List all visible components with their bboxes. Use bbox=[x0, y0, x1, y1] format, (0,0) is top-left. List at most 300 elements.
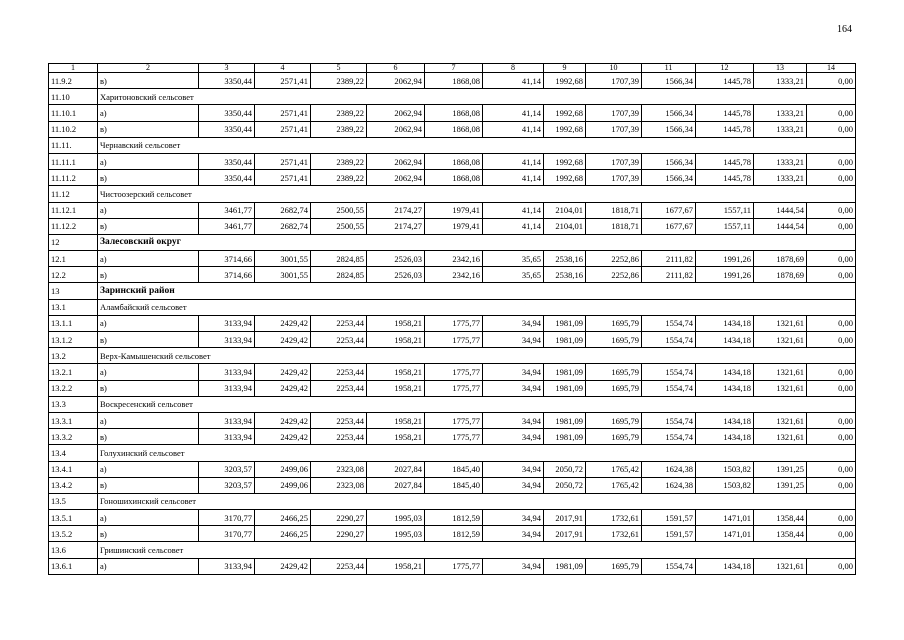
value-cell: 1995,03 bbox=[367, 526, 425, 542]
value-cell: 2682,74 bbox=[255, 202, 311, 218]
value-cell: 2253,44 bbox=[311, 332, 367, 348]
table-row bbox=[49, 412, 856, 428]
value-cell: 1566,34 bbox=[642, 73, 696, 89]
value-cell: 1358,44 bbox=[754, 526, 807, 542]
section-title: Чистоозерский сельсовет bbox=[98, 186, 856, 202]
value-cell: 0,00 bbox=[807, 121, 856, 137]
value-cell: 2571,41 bbox=[255, 170, 311, 186]
value-cell: 1707,39 bbox=[586, 105, 642, 121]
value-cell: 1434,18 bbox=[696, 364, 754, 380]
value-cell: 2466,25 bbox=[255, 510, 311, 526]
value-cell: 1992,68 bbox=[544, 153, 586, 169]
value-cell: 1958,21 bbox=[367, 558, 425, 574]
value-cell: 2253,44 bbox=[311, 364, 367, 380]
row-code: 11.12.1 bbox=[49, 202, 98, 218]
value-cell: 0,00 bbox=[807, 380, 856, 396]
value-cell: 2062,94 bbox=[367, 170, 425, 186]
row-code: 13.6.1 bbox=[49, 558, 98, 574]
value-cell: 2062,94 bbox=[367, 73, 425, 89]
value-cell: 1695,79 bbox=[586, 364, 642, 380]
column-number: 5 bbox=[311, 64, 367, 73]
value-cell: 2538,16 bbox=[544, 267, 586, 283]
section-title: Заринский район bbox=[98, 283, 856, 299]
row-label: а) bbox=[98, 202, 199, 218]
value-cell: 2104,01 bbox=[544, 218, 586, 234]
section-row bbox=[49, 542, 856, 558]
value-cell: 1992,68 bbox=[544, 121, 586, 137]
table-row bbox=[49, 105, 856, 121]
value-cell: 0,00 bbox=[807, 364, 856, 380]
value-cell: 1979,41 bbox=[425, 202, 483, 218]
value-cell: 3133,94 bbox=[199, 364, 255, 380]
value-cell: 1991,26 bbox=[696, 267, 754, 283]
value-cell: 1445,78 bbox=[696, 105, 754, 121]
value-cell: 3714,66 bbox=[199, 267, 255, 283]
value-cell: 2389,22 bbox=[311, 105, 367, 121]
value-cell: 1695,79 bbox=[586, 332, 642, 348]
value-cell: 41,14 bbox=[483, 153, 544, 169]
value-cell: 1321,61 bbox=[754, 315, 807, 331]
value-cell: 41,14 bbox=[483, 218, 544, 234]
value-cell: 1868,08 bbox=[425, 153, 483, 169]
row-code: 11.11. bbox=[49, 137, 98, 153]
row-label: а) bbox=[98, 558, 199, 574]
value-cell: 2499,06 bbox=[255, 477, 311, 493]
value-cell: 1958,21 bbox=[367, 429, 425, 445]
table-row bbox=[49, 526, 856, 542]
value-cell: 2174,27 bbox=[367, 218, 425, 234]
value-cell: 1695,79 bbox=[586, 380, 642, 396]
section-row bbox=[49, 283, 856, 299]
value-cell: 2526,03 bbox=[367, 267, 425, 283]
value-cell: 1677,67 bbox=[642, 218, 696, 234]
value-cell: 2571,41 bbox=[255, 153, 311, 169]
value-cell: 0,00 bbox=[807, 105, 856, 121]
value-cell: 1554,74 bbox=[642, 429, 696, 445]
table-row bbox=[49, 510, 856, 526]
value-cell: 1554,74 bbox=[642, 412, 696, 428]
value-cell: 0,00 bbox=[807, 267, 856, 283]
column-number: 8 bbox=[483, 64, 544, 73]
row-label: а) bbox=[98, 251, 199, 267]
value-cell: 1981,09 bbox=[544, 380, 586, 396]
value-cell: 2466,25 bbox=[255, 526, 311, 542]
section-row bbox=[49, 396, 856, 412]
value-cell: 2323,08 bbox=[311, 461, 367, 477]
column-number: 6 bbox=[367, 64, 425, 73]
row-label: а) bbox=[98, 153, 199, 169]
value-cell: 1557,11 bbox=[696, 218, 754, 234]
row-label: в) bbox=[98, 218, 199, 234]
value-cell: 2017,91 bbox=[544, 526, 586, 542]
value-cell: 1471,01 bbox=[696, 510, 754, 526]
value-cell: 1765,42 bbox=[586, 461, 642, 477]
column-number-row bbox=[49, 64, 856, 73]
row-label: а) bbox=[98, 461, 199, 477]
value-cell: 2571,41 bbox=[255, 105, 311, 121]
value-cell: 3461,77 bbox=[199, 218, 255, 234]
value-cell: 34,94 bbox=[483, 315, 544, 331]
value-cell: 1992,68 bbox=[544, 170, 586, 186]
value-cell: 1707,39 bbox=[586, 170, 642, 186]
value-cell: 3001,55 bbox=[255, 251, 311, 267]
value-cell: 1333,21 bbox=[754, 105, 807, 121]
value-cell: 0,00 bbox=[807, 202, 856, 218]
value-cell: 1707,39 bbox=[586, 73, 642, 89]
column-number: 13 bbox=[754, 64, 807, 73]
value-cell: 1868,08 bbox=[425, 170, 483, 186]
value-cell: 2253,44 bbox=[311, 380, 367, 396]
value-cell: 1445,78 bbox=[696, 121, 754, 137]
row-label: в) bbox=[98, 526, 199, 542]
value-cell: 1992,68 bbox=[544, 105, 586, 121]
value-cell: 3170,77 bbox=[199, 526, 255, 542]
value-cell: 2682,74 bbox=[255, 218, 311, 234]
value-cell: 2342,16 bbox=[425, 251, 483, 267]
value-cell: 35,65 bbox=[483, 267, 544, 283]
value-cell: 1333,21 bbox=[754, 121, 807, 137]
value-cell: 1775,77 bbox=[425, 429, 483, 445]
value-cell: 1707,39 bbox=[586, 153, 642, 169]
value-cell: 41,14 bbox=[483, 121, 544, 137]
value-cell: 1321,61 bbox=[754, 558, 807, 574]
value-cell: 2571,41 bbox=[255, 121, 311, 137]
value-cell: 34,94 bbox=[483, 429, 544, 445]
value-cell: 0,00 bbox=[807, 510, 856, 526]
value-cell: 1554,74 bbox=[642, 364, 696, 380]
section-title: Харитоновский сельсовет bbox=[98, 89, 856, 105]
row-label: в) bbox=[98, 477, 199, 493]
value-cell: 3133,94 bbox=[199, 315, 255, 331]
table-row bbox=[49, 218, 856, 234]
value-cell: 2824,85 bbox=[311, 267, 367, 283]
value-cell: 3170,77 bbox=[199, 510, 255, 526]
row-label: в) bbox=[98, 380, 199, 396]
table-row bbox=[49, 429, 856, 445]
value-cell: 2252,86 bbox=[586, 267, 642, 283]
row-code: 13.6 bbox=[49, 542, 98, 558]
value-cell: 1992,68 bbox=[544, 73, 586, 89]
value-cell: 1624,38 bbox=[642, 461, 696, 477]
value-cell: 1775,77 bbox=[425, 364, 483, 380]
column-number: 14 bbox=[807, 64, 856, 73]
value-cell: 1434,18 bbox=[696, 412, 754, 428]
value-cell: 0,00 bbox=[807, 412, 856, 428]
value-cell: 2571,41 bbox=[255, 73, 311, 89]
value-cell: 2290,27 bbox=[311, 510, 367, 526]
value-cell: 2342,16 bbox=[425, 267, 483, 283]
value-cell: 0,00 bbox=[807, 153, 856, 169]
section-title: Залесовский округ bbox=[98, 234, 856, 250]
value-cell: 34,94 bbox=[483, 412, 544, 428]
table-row bbox=[49, 315, 856, 331]
value-cell: 1677,67 bbox=[642, 202, 696, 218]
value-cell: 2500,55 bbox=[311, 218, 367, 234]
value-cell: 1707,39 bbox=[586, 121, 642, 137]
column-number: 4 bbox=[255, 64, 311, 73]
row-code: 11.10 bbox=[49, 89, 98, 105]
value-cell: 34,94 bbox=[483, 558, 544, 574]
value-cell: 2500,55 bbox=[311, 202, 367, 218]
value-cell: 1503,82 bbox=[696, 461, 754, 477]
table-row bbox=[49, 332, 856, 348]
value-cell: 1554,74 bbox=[642, 558, 696, 574]
value-cell: 1981,09 bbox=[544, 558, 586, 574]
section-title: Чернавский сельсовет bbox=[98, 137, 856, 153]
column-number: 11 bbox=[642, 64, 696, 73]
row-label: а) bbox=[98, 364, 199, 380]
value-cell: 0,00 bbox=[807, 526, 856, 542]
value-cell: 1554,74 bbox=[642, 332, 696, 348]
row-code: 11.12 bbox=[49, 186, 98, 202]
value-cell: 34,94 bbox=[483, 380, 544, 396]
value-cell: 1775,77 bbox=[425, 558, 483, 574]
value-cell: 1321,61 bbox=[754, 380, 807, 396]
value-cell: 1958,21 bbox=[367, 380, 425, 396]
value-cell: 1566,34 bbox=[642, 121, 696, 137]
value-cell: 2323,08 bbox=[311, 477, 367, 493]
value-cell: 1979,41 bbox=[425, 218, 483, 234]
table-row bbox=[49, 251, 856, 267]
value-cell: 3350,44 bbox=[199, 153, 255, 169]
value-cell: 1333,21 bbox=[754, 153, 807, 169]
value-cell: 2526,03 bbox=[367, 251, 425, 267]
row-code: 11.12.2 bbox=[49, 218, 98, 234]
value-cell: 1775,77 bbox=[425, 412, 483, 428]
table-row bbox=[49, 380, 856, 396]
value-cell: 35,65 bbox=[483, 251, 544, 267]
row-code: 13 bbox=[49, 283, 98, 299]
value-cell: 1878,69 bbox=[754, 251, 807, 267]
value-cell: 2389,22 bbox=[311, 153, 367, 169]
row-code: 11.10.2 bbox=[49, 121, 98, 137]
value-cell: 34,94 bbox=[483, 461, 544, 477]
value-cell: 34,94 bbox=[483, 477, 544, 493]
column-number: 9 bbox=[544, 64, 586, 73]
value-cell: 2389,22 bbox=[311, 170, 367, 186]
value-cell: 41,14 bbox=[483, 73, 544, 89]
value-cell: 3133,94 bbox=[199, 412, 255, 428]
value-cell: 1981,09 bbox=[544, 429, 586, 445]
value-cell: 2111,82 bbox=[642, 251, 696, 267]
row-code: 11.10.1 bbox=[49, 105, 98, 121]
value-cell: 2538,16 bbox=[544, 251, 586, 267]
row-code: 11.9.2 bbox=[49, 73, 98, 89]
value-cell: 41,14 bbox=[483, 202, 544, 218]
value-cell: 1333,21 bbox=[754, 170, 807, 186]
value-cell: 0,00 bbox=[807, 73, 856, 89]
value-cell: 1981,09 bbox=[544, 412, 586, 428]
section-row bbox=[49, 348, 856, 364]
value-cell: 2050,72 bbox=[544, 461, 586, 477]
value-cell: 2050,72 bbox=[544, 477, 586, 493]
column-number: 10 bbox=[586, 64, 642, 73]
value-cell: 0,00 bbox=[807, 251, 856, 267]
section-row bbox=[49, 493, 856, 509]
value-cell: 2429,42 bbox=[255, 332, 311, 348]
row-code: 13.2 bbox=[49, 348, 98, 364]
column-number: 2 bbox=[98, 64, 199, 73]
value-cell: 0,00 bbox=[807, 429, 856, 445]
value-cell: 3133,94 bbox=[199, 558, 255, 574]
value-cell: 2429,42 bbox=[255, 364, 311, 380]
value-cell: 1554,74 bbox=[642, 315, 696, 331]
row-label: в) bbox=[98, 170, 199, 186]
value-cell: 1434,18 bbox=[696, 380, 754, 396]
value-cell: 1958,21 bbox=[367, 364, 425, 380]
value-cell: 1444,54 bbox=[754, 218, 807, 234]
column-number: 12 bbox=[696, 64, 754, 73]
value-cell: 2253,44 bbox=[311, 558, 367, 574]
row-code: 13.5.1 bbox=[49, 510, 98, 526]
value-cell: 1591,57 bbox=[642, 510, 696, 526]
value-cell: 2111,82 bbox=[642, 267, 696, 283]
section-title: Аламбайский сельсовет bbox=[98, 299, 856, 315]
value-cell: 2027,84 bbox=[367, 477, 425, 493]
value-cell: 3350,44 bbox=[199, 170, 255, 186]
value-cell: 2429,42 bbox=[255, 429, 311, 445]
row-code: 13.5 bbox=[49, 493, 98, 509]
row-code: 13.3.1 bbox=[49, 412, 98, 428]
table-row bbox=[49, 121, 856, 137]
value-cell: 2499,06 bbox=[255, 461, 311, 477]
column-number: 7 bbox=[425, 64, 483, 73]
table-row bbox=[49, 364, 856, 380]
page-number: 164 bbox=[837, 24, 852, 35]
value-cell: 0,00 bbox=[807, 315, 856, 331]
table-row bbox=[49, 267, 856, 283]
section-row bbox=[49, 137, 856, 153]
value-cell: 3133,94 bbox=[199, 332, 255, 348]
value-cell: 1471,01 bbox=[696, 526, 754, 542]
column-number: 3 bbox=[199, 64, 255, 73]
value-cell: 1981,09 bbox=[544, 332, 586, 348]
row-code: 13.1.2 bbox=[49, 332, 98, 348]
value-cell: 2104,01 bbox=[544, 202, 586, 218]
table-row bbox=[49, 170, 856, 186]
section-title: Воскресенский сельсовет bbox=[98, 396, 856, 412]
value-cell: 1868,08 bbox=[425, 121, 483, 137]
value-cell: 1434,18 bbox=[696, 429, 754, 445]
value-cell: 34,94 bbox=[483, 332, 544, 348]
value-cell: 3350,44 bbox=[199, 121, 255, 137]
value-cell: 2429,42 bbox=[255, 558, 311, 574]
table-row bbox=[49, 461, 856, 477]
table-row bbox=[49, 558, 856, 574]
value-cell: 34,94 bbox=[483, 510, 544, 526]
value-cell: 1818,71 bbox=[586, 202, 642, 218]
section-row bbox=[49, 299, 856, 315]
value-cell: 1445,78 bbox=[696, 73, 754, 89]
value-cell: 2027,84 bbox=[367, 461, 425, 477]
row-code: 13.5.2 bbox=[49, 526, 98, 542]
value-cell: 34,94 bbox=[483, 364, 544, 380]
value-cell: 1845,40 bbox=[425, 461, 483, 477]
value-cell: 1765,42 bbox=[586, 477, 642, 493]
value-cell: 1695,79 bbox=[586, 558, 642, 574]
section-title: Гоношихинский сельсовет bbox=[98, 493, 856, 509]
row-code: 12.2 bbox=[49, 267, 98, 283]
value-cell: 0,00 bbox=[807, 461, 856, 477]
value-cell: 3203,57 bbox=[199, 477, 255, 493]
value-cell: 1624,38 bbox=[642, 477, 696, 493]
value-cell: 1981,09 bbox=[544, 364, 586, 380]
value-cell: 1991,26 bbox=[696, 251, 754, 267]
value-cell: 1434,18 bbox=[696, 332, 754, 348]
value-cell: 1812,59 bbox=[425, 510, 483, 526]
value-cell: 2253,44 bbox=[311, 315, 367, 331]
column-number: 1 bbox=[49, 64, 98, 73]
value-cell: 3133,94 bbox=[199, 380, 255, 396]
row-label: в) bbox=[98, 332, 199, 348]
value-cell: 3203,57 bbox=[199, 461, 255, 477]
row-code: 13.3.2 bbox=[49, 429, 98, 445]
row-label: в) bbox=[98, 121, 199, 137]
value-cell: 2389,22 bbox=[311, 121, 367, 137]
section-row bbox=[49, 234, 856, 250]
value-cell: 1321,61 bbox=[754, 332, 807, 348]
value-cell: 3714,66 bbox=[199, 251, 255, 267]
row-label: в) bbox=[98, 73, 199, 89]
value-cell: 1321,61 bbox=[754, 429, 807, 445]
value-cell: 3350,44 bbox=[199, 105, 255, 121]
row-label: а) bbox=[98, 510, 199, 526]
value-cell: 3461,77 bbox=[199, 202, 255, 218]
value-cell: 1695,79 bbox=[586, 429, 642, 445]
value-cell: 1775,77 bbox=[425, 380, 483, 396]
value-cell: 34,94 bbox=[483, 526, 544, 542]
value-cell: 1845,40 bbox=[425, 477, 483, 493]
row-label: а) bbox=[98, 315, 199, 331]
value-cell: 1445,78 bbox=[696, 153, 754, 169]
value-cell: 1732,61 bbox=[586, 526, 642, 542]
row-code: 12.1 bbox=[49, 251, 98, 267]
section-row bbox=[49, 445, 856, 461]
value-cell: 0,00 bbox=[807, 218, 856, 234]
section-row bbox=[49, 186, 856, 202]
value-cell: 1434,18 bbox=[696, 315, 754, 331]
value-cell: 1445,78 bbox=[696, 170, 754, 186]
value-cell: 41,14 bbox=[483, 105, 544, 121]
value-cell: 1775,77 bbox=[425, 315, 483, 331]
row-code: 13.4.2 bbox=[49, 477, 98, 493]
value-cell: 1958,21 bbox=[367, 412, 425, 428]
value-cell: 0,00 bbox=[807, 558, 856, 574]
value-cell: 2253,44 bbox=[311, 429, 367, 445]
value-cell: 0,00 bbox=[807, 170, 856, 186]
row-label: а) bbox=[98, 412, 199, 428]
table-row bbox=[49, 153, 856, 169]
table-body bbox=[49, 64, 856, 575]
value-cell: 2062,94 bbox=[367, 121, 425, 137]
row-label: в) bbox=[98, 267, 199, 283]
value-cell: 1868,08 bbox=[425, 73, 483, 89]
value-cell: 2389,22 bbox=[311, 73, 367, 89]
value-cell: 1566,34 bbox=[642, 105, 696, 121]
row-code: 11.11.2 bbox=[49, 170, 98, 186]
value-cell: 1333,21 bbox=[754, 73, 807, 89]
value-cell: 1695,79 bbox=[586, 412, 642, 428]
value-cell: 3001,55 bbox=[255, 267, 311, 283]
row-label: в) bbox=[98, 429, 199, 445]
row-code: 13.2.2 bbox=[49, 380, 98, 396]
value-cell: 2429,42 bbox=[255, 412, 311, 428]
row-code: 13.1.1 bbox=[49, 315, 98, 331]
value-cell: 0,00 bbox=[807, 332, 856, 348]
value-cell: 2824,85 bbox=[311, 251, 367, 267]
value-cell: 1444,54 bbox=[754, 202, 807, 218]
section-title: Верх-Камышенский сельсовет bbox=[98, 348, 856, 364]
